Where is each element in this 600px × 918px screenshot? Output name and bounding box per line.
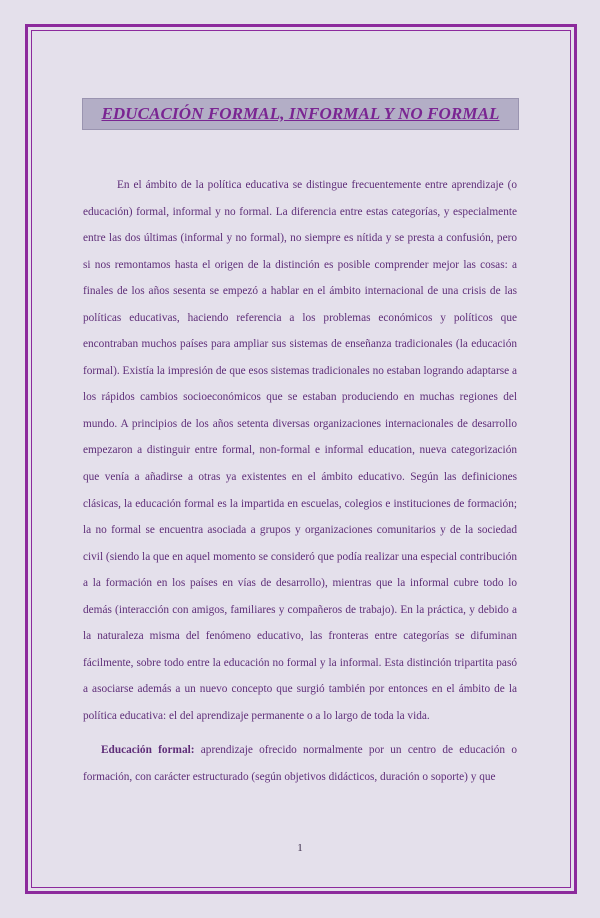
term-formal-education: Educación formal: — [101, 744, 195, 757]
definition-formal-education: aprendizaje ofrecido normalmente por un centro de educación o formación, con carácter estructurado (según objetivos didácticos, duración o soporte) y que — [83, 744, 517, 784]
paragraph-formal-education — [83, 737, 517, 790]
paragraph-intro: En el ámbito de la política educativa se distingue frecuentemente entre aprendizaje (o educación) formal, informal y no formal. La diferencia entre estas categorías, y especialmente entre las dos últimas (informal y no formal), no siempre es nítida y se presta a confusión, pero si nos remontamos hasta el origen de la distinción es posible comprender mejor las cosas: a finales de los años sesenta se empezó a hablar en el ámbito internacional de una crisis de las políticas educativas, haciendo referencia a los problemas económicos y políticos que encontraban muchos países para ampliar sus sistemas de enseñanza tradicionales (la educación formal). Existía la impresión de que esos sistemas tradicionales no estaban logrando adaptarse a los rápidos cambios socioeconómicos que se estaban produciendo en muchas regiones del mundo. A principios de los años setenta diversas organizaciones internacionales de desarrollo empezaron a distinguir entre formal, non-formal e informal education, nueva categorización que venía a añadirse a otras ya existentes en el ámbito educativo. Según las definiciones clásicas, la educación formal es la impartida en escuelas, colegios e instituciones de formación; la no formal se encuentra asociada a grupos y organizaciones comunitarios y de la sociedad civil (siendo la que en aquel momento se consideró que podía realizar una especial contribución a la formación en los países en vías de desarrollo), mientras que la informal cubre todo lo demás (interacción con amigos, familiares y compañeros de trabajo). En la práctica, y debido a la naturaleza misma del fenómeno educativo, las fronteras entre categorías se difuminan fácilmente, sobre todo entre la educación no formal y la informal. Esta distinción tripartita pasó a asociarse además a un nuevo concepto que surgió también por entonces en el ámbito de la política educativa: el del aprendizaje permanente o a lo largo de toda la vida. — [83, 179, 517, 722]
title-banner — [82, 98, 519, 130]
document-body — [83, 172, 517, 791]
document-title: EDUCACIÓN FORMAL, INFORMAL Y NO FORMAL — [101, 104, 500, 123]
page-number: 1 — [297, 842, 303, 854]
